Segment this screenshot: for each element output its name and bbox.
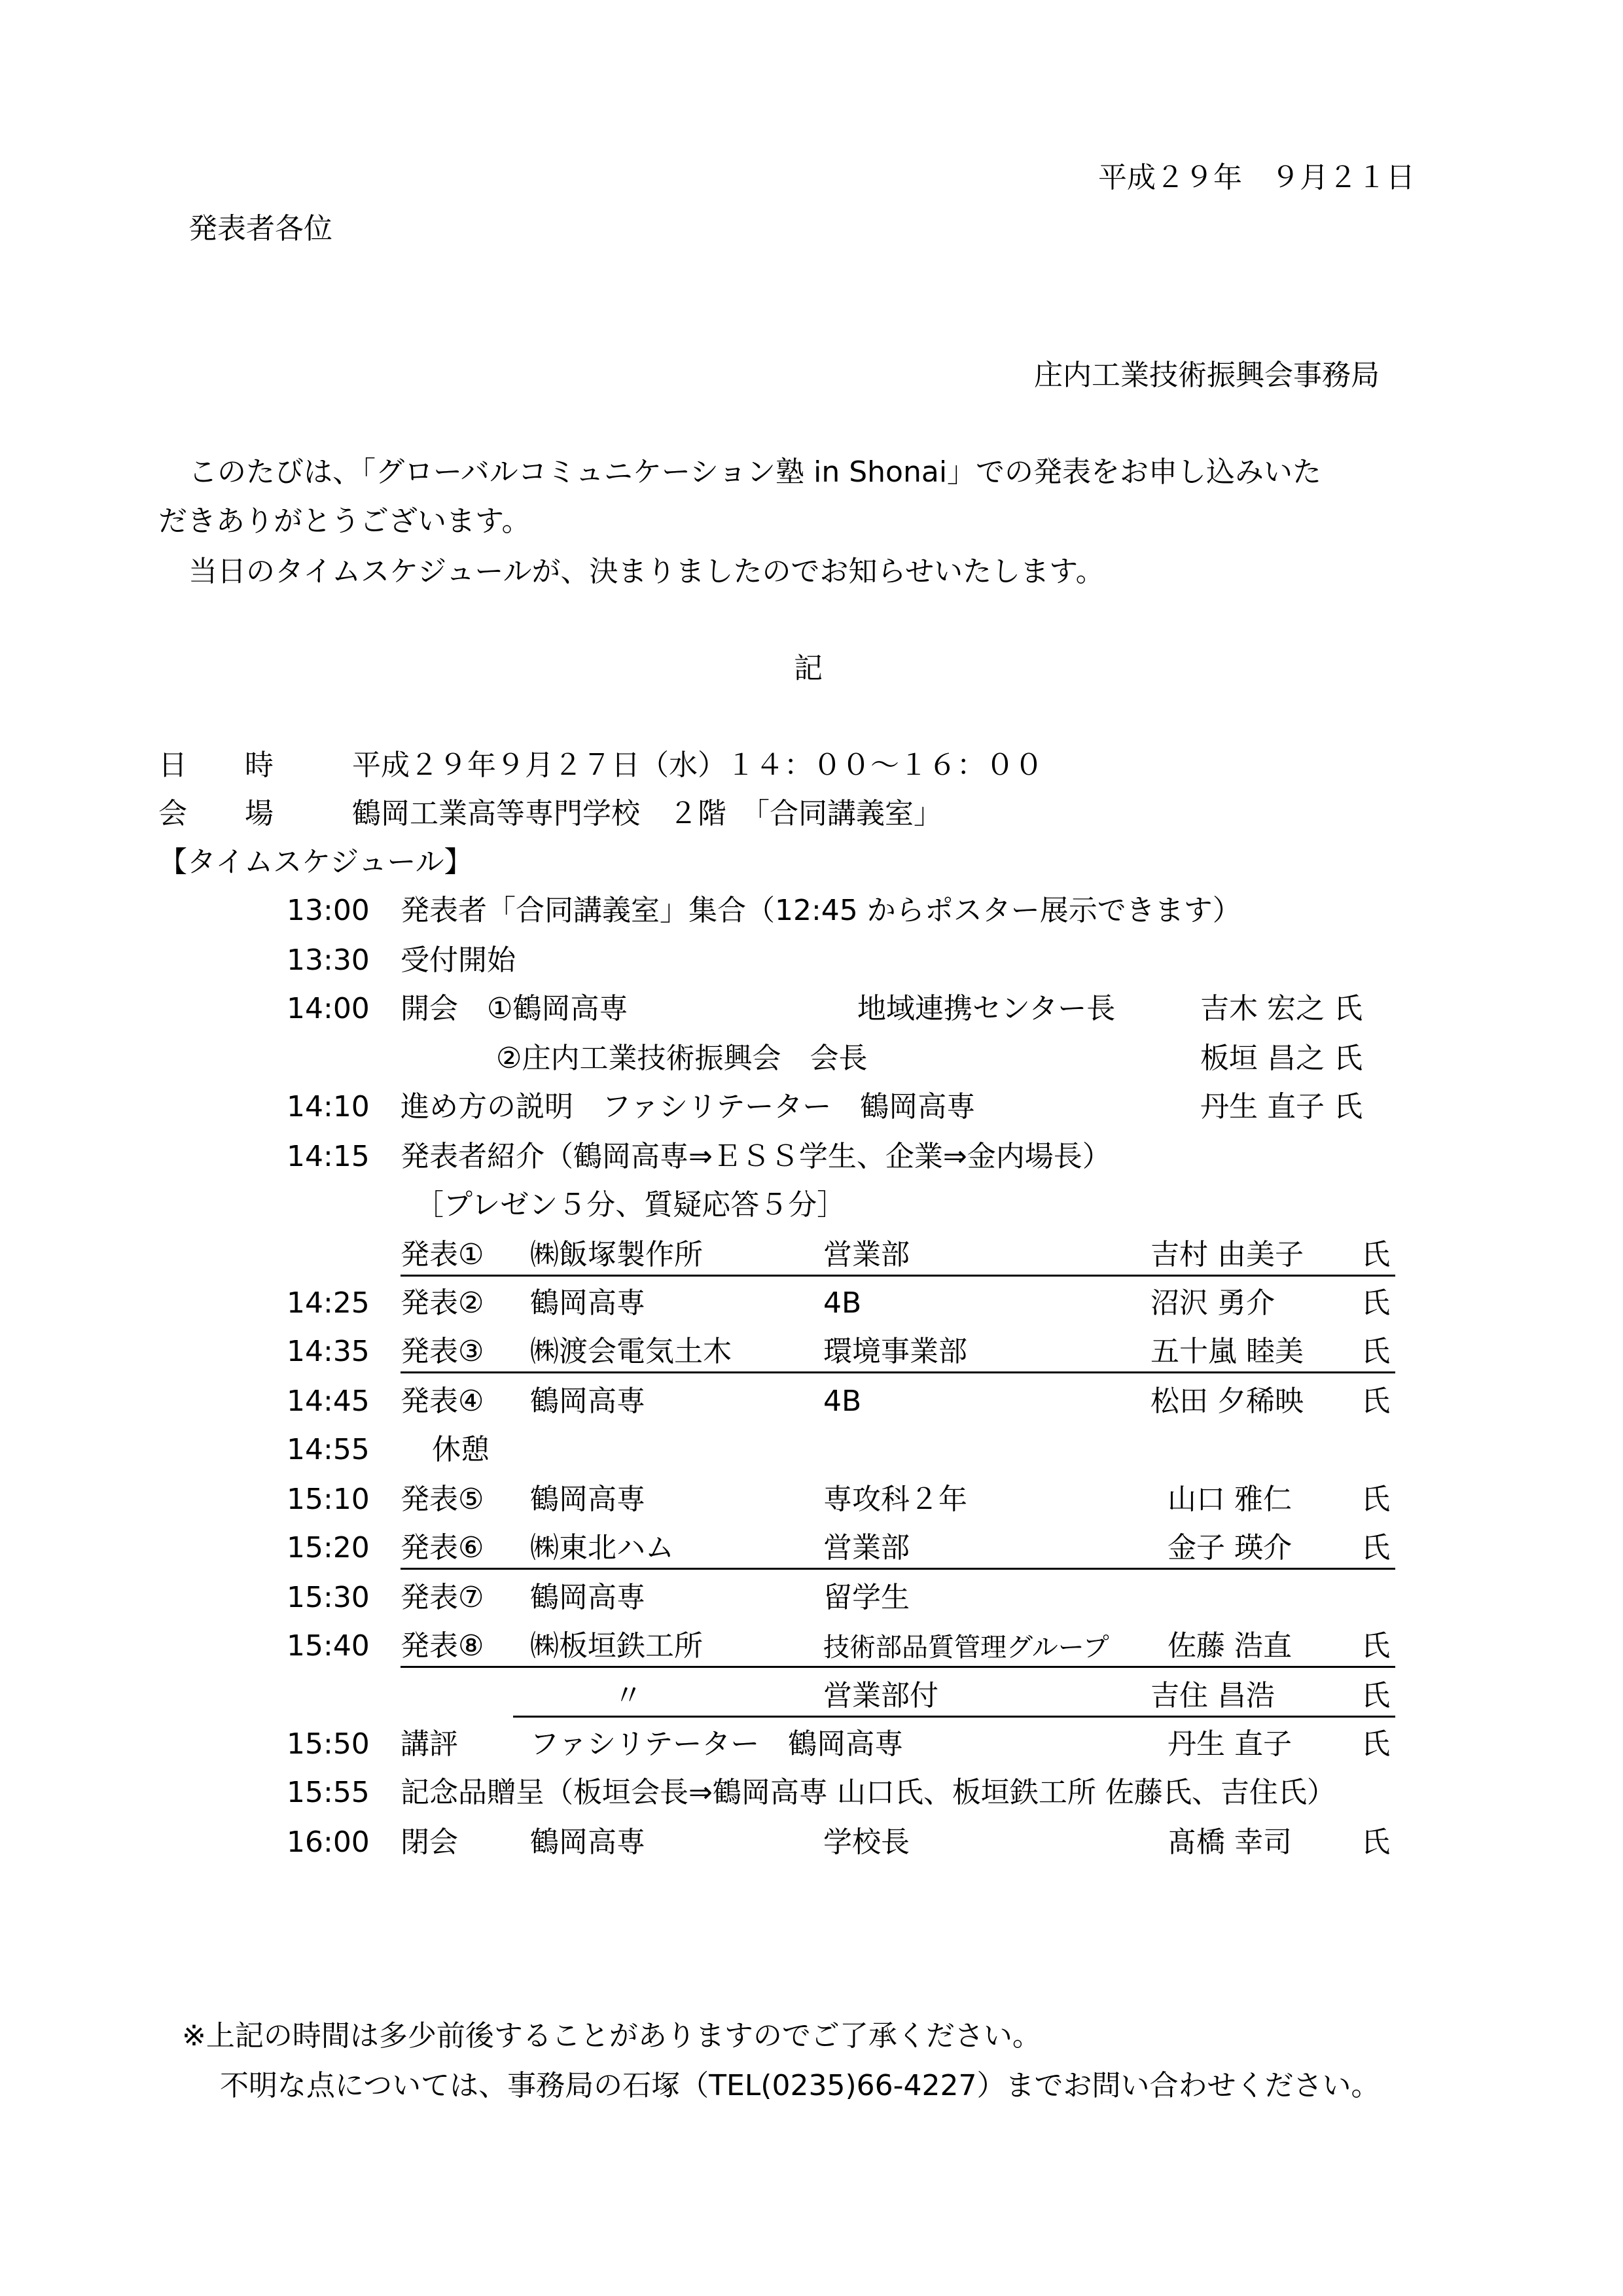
presentation-label: 発表③ bbox=[401, 1335, 484, 1368]
presentation-honorific: 氏 bbox=[1361, 1679, 1390, 1712]
presentation-honorific: 氏 bbox=[1361, 1483, 1390, 1516]
closing-dept: 学校長 bbox=[823, 1826, 910, 1859]
schedule-note: ［プレゼン５分、質疑応答５分］ bbox=[415, 1188, 846, 1222]
presentation-label: 発表⑤ bbox=[401, 1483, 484, 1516]
schedule-text: 発表者「合同講義室」集合（12:45 からポスター展示できます） bbox=[401, 894, 1241, 927]
schedule-heading: 【タイムスケジュール】 bbox=[158, 845, 473, 879]
presentation-dept: 留学生 bbox=[823, 1581, 910, 1614]
schedule-person: 板垣 昌之 氏 bbox=[1200, 1042, 1363, 1075]
underline bbox=[401, 1568, 1395, 1570]
presentation-dept: 環境事業部 bbox=[823, 1335, 967, 1368]
date-label: 日 時 bbox=[158, 749, 274, 782]
presentation-org: 鶴岡高専 bbox=[530, 1581, 645, 1614]
presentation-honorific: 氏 bbox=[1361, 1335, 1390, 1368]
schedule-time: 14:15 bbox=[287, 1140, 370, 1173]
presentation-dept: 4B bbox=[823, 1286, 862, 1320]
presentation-time: 14:45 bbox=[287, 1385, 370, 1418]
intro-line-2: だきありがとうございます。 bbox=[158, 504, 531, 538]
presentation-honorific: 氏 bbox=[1361, 1238, 1390, 1271]
closing-name: 丹生 直子 bbox=[1168, 1727, 1292, 1761]
presentation-time: 14:25 bbox=[287, 1286, 370, 1320]
intro-line-1: このたびは、「グローバルコミュニケーション塾 in Shonai」での発表をお申し込みいた bbox=[188, 455, 1322, 489]
presentation-time: 14:55 bbox=[287, 1433, 370, 1466]
underline bbox=[401, 1275, 1395, 1277]
presentation-org: 鶴岡高専 bbox=[530, 1385, 645, 1418]
presentation-name: 金子 瑛介 bbox=[1168, 1531, 1292, 1564]
note-line-2: 不明な点については、事務局の石塚（TEL(0235)66-4227）までお問い合わせください。 bbox=[220, 2069, 1380, 2102]
closing-label: 講評 bbox=[401, 1727, 458, 1761]
presentation-dept: 技術部品質管理グループ bbox=[823, 1633, 1109, 1663]
schedule-text: ②庄内工業技術振興会 会長 bbox=[496, 1042, 868, 1075]
presentation-label: 発表② bbox=[401, 1286, 484, 1320]
note-line-1: ※上記の時間は多少前後することがありますのでご了承ください。 bbox=[182, 2019, 1041, 2053]
presentation-honorific: 氏 bbox=[1361, 1286, 1390, 1320]
schedule-time: 13:00 bbox=[287, 894, 370, 927]
schedule-person: 吉木 宏之 氏 bbox=[1200, 992, 1363, 1025]
schedule-text: 進め方の説明 ファシリテーター 鶴岡高専 bbox=[401, 1090, 976, 1123]
presentation-time: 15:20 bbox=[287, 1531, 370, 1564]
presentation-honorific: 氏 bbox=[1361, 1385, 1390, 1418]
presentation-time: 15:30 bbox=[287, 1581, 370, 1614]
underline bbox=[513, 1716, 1395, 1718]
closing-honorific: 氏 bbox=[1361, 1826, 1390, 1859]
sender: 庄内工業技術振興会事務局 bbox=[1034, 359, 1380, 392]
addressee: 発表者各位 bbox=[188, 212, 332, 245]
closing-text: ファシリテーター 鶴岡高専 bbox=[530, 1727, 904, 1761]
closing-label: 閉会 bbox=[401, 1826, 458, 1859]
presentation-name: 五十嵐 睦美 bbox=[1150, 1335, 1304, 1368]
presentation-dept: 営業部 bbox=[823, 1238, 910, 1271]
closing-org: 鶴岡高専 bbox=[530, 1826, 645, 1859]
closing-time: 15:55 bbox=[287, 1776, 370, 1809]
underline bbox=[401, 1371, 1395, 1373]
schedule-text: 受付開始 bbox=[401, 944, 516, 977]
presentation-name: 佐藤 浩直 bbox=[1168, 1629, 1292, 1663]
presentation-dept: 4B bbox=[823, 1385, 862, 1418]
intro-line-3: 当日のタイムスケジュールが、決まりましたのでお知らせいたします。 bbox=[188, 555, 1105, 588]
schedule-time: 14:10 bbox=[287, 1090, 370, 1123]
presentation-time: 14:35 bbox=[287, 1335, 370, 1368]
schedule-time: 14:00 bbox=[287, 992, 370, 1025]
presentation-dept: 専攻科２年 bbox=[823, 1483, 967, 1516]
underline bbox=[401, 1666, 1395, 1668]
venue-value: 鶴岡工業高等専門学校 ２階 「合同講義室」 bbox=[352, 797, 942, 830]
presentation-name: 吉住 昌浩 bbox=[1150, 1679, 1275, 1712]
schedule-text: 開会 ①鶴岡高専 bbox=[401, 992, 628, 1025]
schedule-time: 13:30 bbox=[287, 944, 370, 977]
presentation-org: ㈱板垣鉄工所 bbox=[530, 1629, 703, 1663]
document-date: 平成２９年 ９月２１日 bbox=[1098, 161, 1415, 194]
presentation-org: 鶴岡高専 bbox=[530, 1483, 645, 1516]
presentation-label: 発表⑧ bbox=[401, 1629, 484, 1663]
presentation-label: 発表⑦ bbox=[401, 1581, 484, 1614]
presentation-honorific: 氏 bbox=[1361, 1629, 1390, 1663]
schedule-text: 発表者紹介（鶴岡高専⇒ＥＳＳ学生、企業⇒金内場長） bbox=[401, 1140, 1111, 1173]
schedule-title: 地域連携センター長 bbox=[857, 992, 1116, 1025]
presentation-org: ㈱東北ハム bbox=[530, 1531, 674, 1564]
presentation-name: 吉村 由美子 bbox=[1150, 1238, 1304, 1271]
presentation-org: ㈱渡会電気土木 bbox=[530, 1335, 732, 1368]
presentation-time: 15:40 bbox=[287, 1629, 370, 1663]
presentation-label: 発表⑥ bbox=[401, 1531, 484, 1564]
presentation-honorific: 氏 bbox=[1361, 1531, 1390, 1564]
closing-time: 15:50 bbox=[287, 1727, 370, 1761]
date-value: 平成２９年９月２７日（水）１４：００～１６：００ bbox=[352, 749, 1043, 782]
presentation-name: 沼沢 勇介 bbox=[1150, 1286, 1275, 1320]
closing-name: 髙橋 幸司 bbox=[1168, 1826, 1292, 1859]
presentation-name: 山口 雅仁 bbox=[1168, 1483, 1292, 1516]
presentation-label: 発表① bbox=[401, 1238, 484, 1271]
presentation-org: ㈱飯塚製作所 bbox=[530, 1238, 703, 1271]
presentation-name: 松田 夕稀映 bbox=[1150, 1385, 1304, 1418]
ditto-mark: 〃 bbox=[614, 1679, 643, 1712]
schedule-person: 丹生 直子 氏 bbox=[1200, 1090, 1363, 1123]
presentation-dept: 営業部 bbox=[823, 1531, 910, 1564]
break-label: 休憩 bbox=[432, 1433, 490, 1466]
closing-text: 記念品贈呈（板垣会長⇒鶴岡高専 山口氏、板垣鉄工所 佐藤氏、吉住氏） bbox=[401, 1776, 1336, 1809]
presentation-dept: 営業部付 bbox=[823, 1679, 938, 1712]
closing-time: 16:00 bbox=[287, 1826, 370, 1859]
presentation-time: 15:10 bbox=[287, 1483, 370, 1516]
venue-label: 会 場 bbox=[158, 797, 274, 830]
presentation-label: 発表④ bbox=[401, 1385, 484, 1418]
closing-honorific: 氏 bbox=[1361, 1727, 1390, 1761]
ki-heading: 記 bbox=[794, 652, 823, 685]
presentation-org: 鶴岡高専 bbox=[530, 1286, 645, 1320]
